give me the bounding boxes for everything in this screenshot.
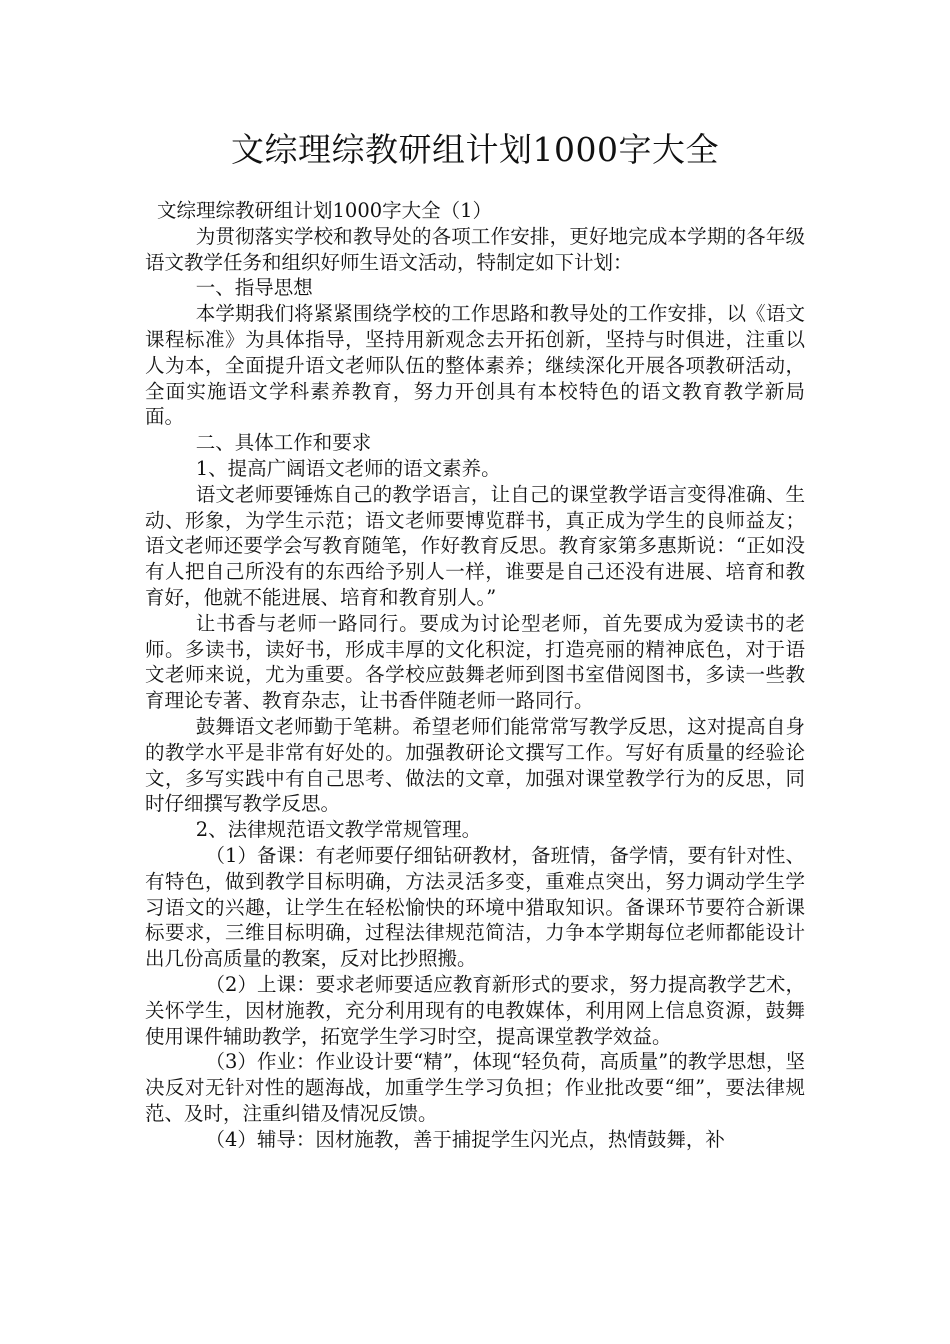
paragraph-reading: 让书香与老师一路同行。要成为讨论型老师，首先要成为爱读书的老师。多读书，读好书，形成丰厚的文化积淀，打造亮丽的精神底色，对于语文老师来说，尤为重要。各学校应鼓舞老师到图书室借阅图书，多读一些教育理论专著、教育杂志，让书香伴随老师一路同行。 xyxy=(145,611,805,713)
subsection-heading-routine-management: 2、法律规范语文教学常规管理。 xyxy=(195,818,482,842)
paragraph-writing: 鼓舞语文老师勤于笔耕。希望老师们能常常写教学反思，这对提高自身的教学水平是非常有好处的。加强教研论文撰写工作。写好有质量的经验论文，多写实践中有自己思考、做法的文章，加强对课堂教学行为的反思，同时仔细撰写教学反思。 xyxy=(145,714,805,816)
paragraph-guiding-ideology: 本学期我们将紧紧围绕学校的工作思路和教导处的工作安排，以《语文课程标准》为具体指导，坚持用新观念去开拓创新，坚持与时俱进，注重以人为本，全面提升语文老师队伍的整体素养；继续深化开展各项教研活动，全面实施语文学科素养教育，努力开创具有本校特色的语文教育教学新局面。 xyxy=(145,302,805,429)
document-body xyxy=(145,198,805,1152)
paragraph-intro: 为贯彻落实学校和教导处的各项工作安排，更好地完成本学期的各年级语文教学任务和组织好师生语文活动，特制定如下计划： xyxy=(145,224,805,274)
document-subtitle: 文综理综教研组计划1000字大全（1） xyxy=(157,199,493,222)
paragraph-class: （2）上课：要求老师要适应教育新形式的要求，努力提高教学艺术，关怀学生，因材施教，充分利用现有的电教媒体，利用网上信息资源，鼓舞使用课件辅助教学，拓宽学生学习时空，提高课堂教学效益。 xyxy=(145,972,805,1048)
paragraph-teaching-language: 语文老师要锤炼自己的教学语言，让自己的课堂教学语言变得准确、生动、形象，为学生示范；语文老师要博览群书，真正成为学生的良师益友；语文老师还要学会写教育随笔，作好教育反思。教育家第多惠斯说：“正如没有人把自己所没有的东西给予别人一样，谁要是自己还没有进展、培育和教育好，他就不能进展、培育和教育别人。” xyxy=(145,482,805,609)
section-heading-guiding-ideology: 一、指导思想 xyxy=(195,276,313,300)
section-heading-work-requirements: 二、具体工作和要求 xyxy=(195,431,372,455)
paragraph-lesson-prep: （1）备课：有老师要仔细钻研教材，备班情，备学情，要有针对性、有特色，做到教学目标明确，方法灵活多变，重难点突出，努力调动学生学习语文的兴趣，让学生在轻松愉快的环境中猎取知识。备课环节要符合新课标要求，三维目标明确，过程法律规范简洁，力争本学期每位老师都能设计出几份高质量的教案，反对比抄照搬。 xyxy=(145,843,805,971)
paragraph-tutoring: （4）辅导：因材施教，善于捕捉学生闪光点，热情鼓舞，补 xyxy=(205,1127,725,1151)
document-title: 文综理综教研组计划1000字大全 xyxy=(231,130,719,169)
subsection-heading-literacy: 1、提高广阔语文老师的语文素养。 xyxy=(195,456,501,480)
paragraph-homework: （3）作业：作业设计要“精”，体现“轻负荷，高质量”的教学思想，坚决反对无针对性的题海战，加重学生学习负担；作业批改要“细”，要法律规范、及时，注重纠错及情况反馈。 xyxy=(145,1050,805,1125)
